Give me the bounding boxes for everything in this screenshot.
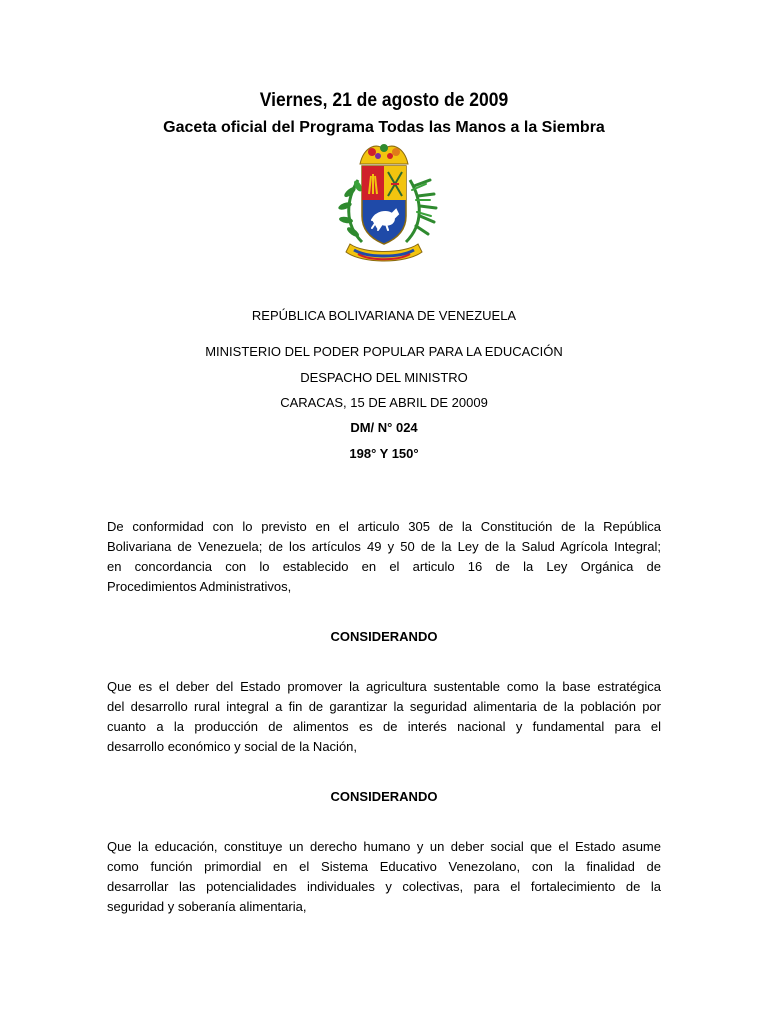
republic-line: REPÚBLICA BOLIVARIANA DE VENEZUELA <box>251 308 517 323</box>
considerando-heading: CONSIDERANDO <box>330 789 438 804</box>
years-line: 198° Y 150° <box>349 446 419 461</box>
place-date-line: CARACAS, 15 DE ABRIL DE 20009 <box>280 395 488 410</box>
paragraph-line: seguridad y soberanía alimentaria, <box>107 899 307 914</box>
paragraph-line: De conformidad con lo previsto en el articulo 305 de la Constitución de la República <box>107 519 661 534</box>
considerando-paragraph <box>107 677 661 757</box>
paragraph-line: Que la educación, constituye un derecho humano y un deber social que el Estado asume <box>107 839 661 854</box>
ministry-line: MINISTERIO DEL PODER POPULAR PARA LA EDUCACIÓN <box>205 344 563 359</box>
paragraph-line: Procedimientos Administrativos, <box>107 579 292 594</box>
resolution-number: DM/ N° 024 <box>350 420 418 435</box>
office-line: DESPACHO DEL MINISTRO <box>300 370 468 385</box>
considerando-heading: CONSIDERANDO <box>330 629 438 644</box>
venezuela-coat-of-arms-icon <box>328 140 440 266</box>
paragraph-line: como función primordial en el Sistema Educativo Venezolano, con la finalidad de <box>107 859 661 874</box>
gazette-title: Gaceta oficial del Programa Todas las Manos a la Siembra <box>163 119 605 136</box>
paragraph-line: desarrollo económico y social de la Nación, <box>107 739 358 754</box>
paragraph-line: del desarrollo rural integral a fin de garantizar la seguridad alimentaria de la población por <box>107 699 661 714</box>
paragraph-line: en concordancia con lo establecido en el articulo 16 de la Ley Orgánica de <box>107 559 661 574</box>
preamble-paragraph <box>107 517 661 597</box>
paragraph-line: desarrollar las potencialidades individuales y colectivas, para el fortalecimiento de la <box>107 879 661 894</box>
paragraph-line: Bolivariana de Venezuela; de los artículos 49 y 50 de la Ley de la Salud Agrícola Integral; <box>107 539 661 554</box>
paragraph-line: Que es el deber del Estado promover la agricultura sustentable como la base estratégica <box>107 679 661 694</box>
considerando-paragraph <box>107 837 661 917</box>
paragraph-line: cuanto a la producción de alimentos es de interés nacional y fundamental para el <box>107 719 661 734</box>
date-heading: Viernes, 21 de agosto de 2009 <box>259 90 509 111</box>
